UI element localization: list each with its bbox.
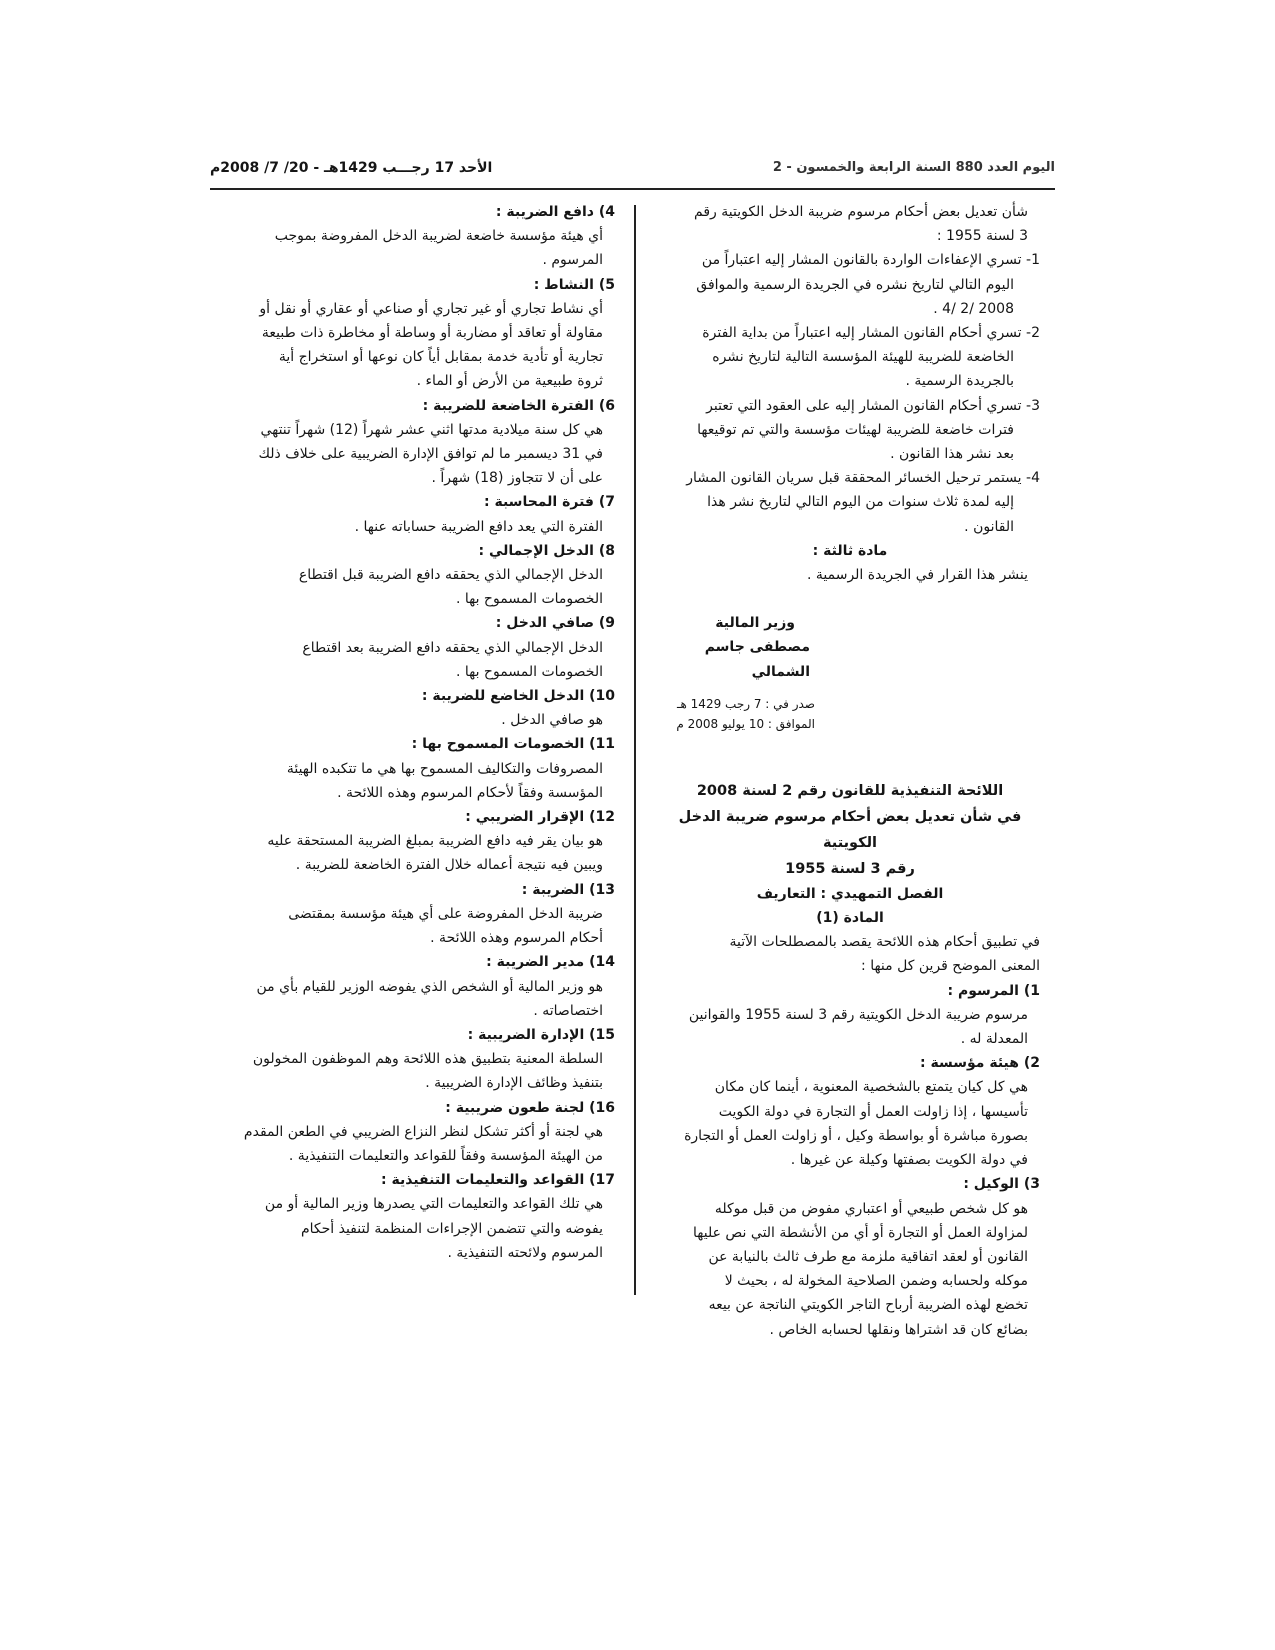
definition-title: 4) دافع الضريبة :: [495, 204, 615, 220]
intro-line: شأن تعديل بعض أحكام مرسوم ضريبة الدخل الكويتية رقم: [694, 204, 1028, 220]
item-line: 2008 /2 /4 .: [933, 300, 1014, 317]
definition-line: الخصومات المسموح بها .: [455, 591, 603, 608]
definition-line: لمزاولة العمل أو التجارة أو أي من الأنشطة التي نص عليها: [693, 1224, 1028, 1241]
item-line: بعد نشر هذا القانون .: [890, 446, 1014, 463]
definition-2: [660, 1051, 1040, 1172]
item-line: اليوم التالي لتاريخ نشره في الجريدة الرسمية والموافق: [696, 276, 1014, 293]
definition-line: هي لجنة أو أكثر تشكل لنظر النزاع الضريبي في الطعن المقدم: [243, 1123, 603, 1140]
definition-title: 5) النشاط :: [533, 276, 615, 293]
definition-line: الدخل الإجمالي الذي يحققه دافع الضريبة قبل اقتطاع: [298, 567, 603, 584]
definition-17: [220, 1168, 615, 1265]
spacer: [660, 684, 1040, 694]
definition-line: السلطة المعنية بتطبيق هذه اللائحة وهم الموظفون المخولون: [252, 1051, 603, 1068]
spacer: [660, 734, 1040, 778]
article-1-line: في تطبيق أحكام هذه اللائحة يقصد بالمصطلحات الآتية: [729, 934, 1040, 951]
article-1-title: المادة (1): [816, 910, 884, 927]
spacer: [660, 587, 1040, 611]
definition-line: الفترة التي يعد دافع الضريبة حساباته عنها .: [354, 518, 603, 535]
definition-line: مقاولة أو تعاقد أو مضاربة أو وساطة أو مخاطرة ذات طبيعة: [261, 325, 603, 342]
definition-title: 6) الفترة الخاضعة للضريبة :: [422, 397, 615, 414]
definition-line: تأسيسها ، إذا زاولت العمل أو التجارة في دولة الكويت: [718, 1103, 1028, 1120]
definition-line: على أن لا تتجاوز (18) شهراً .: [431, 470, 603, 487]
definition-title: 17) القواعد والتعليمات التنفيذية :: [381, 1172, 615, 1189]
definition-line: الخصومات المسموح بها .: [455, 663, 603, 680]
item-line: بالجريدة الرسمية .: [905, 373, 1014, 390]
header-issue-info: اليوم العدد 880 السنة الرابعة والخمسون - 2: [772, 160, 1055, 175]
issued-date: صدر في : 7 رجب 1429 هـ: [677, 696, 815, 711]
definition-line: تخضع لهذه الضريبة أرباح التاجر الكويتي الناتجة عن بيعه: [708, 1297, 1028, 1314]
definition-line: المصروفات والتكاليف المسموح بها هي ما تتكبده الهيئة: [286, 760, 603, 777]
definition-title: 8) الدخل الإجمالي :: [478, 542, 615, 559]
definition-line: في 31 ديسمبر ما لم توافق الإدارة الضريبية على خلاف ذلك: [258, 446, 603, 463]
definition-title: 9) صافي الدخل :: [495, 615, 615, 632]
definition-7: [220, 490, 615, 538]
definition-title: 13) الضريبة :: [521, 881, 615, 898]
definition-line: هي تلك القواعد والتعليمات التي يصدرها وزير المالية أو من: [264, 1196, 603, 1213]
chapter-title: الفصل التمهيدي : التعاريف: [756, 885, 944, 902]
definition-line: أي نشاط تجاري أو غير تجاري أو صناعي أو عقاري أو نقل أو: [259, 300, 603, 317]
definition-title: 12) الإقرار الضريبي :: [465, 809, 615, 826]
item-line: 2- تسري أحكام القانون المشار إليه اعتباراً من بداية الفترة: [702, 325, 1040, 342]
definition-title: 3) الوكيل :: [963, 1176, 1040, 1193]
definition-line: مرسوم ضريبة الدخل الكويتية رقم 3 لسنة 1955 والقوانين: [688, 1006, 1028, 1023]
definition-line: هي كل كيان يتمتع بالشخصية المعنوية ، أينما كان مكان: [714, 1079, 1028, 1096]
definition-line: ضريبة الدخل المفروضة على أي هيئة مؤسسة بمقتضى: [288, 905, 603, 922]
definition-line: بصورة مباشرة أو بواسطة وكيل ، أو زاولت العمل أو التجارة: [684, 1127, 1028, 1144]
item-line: القانون .: [964, 518, 1014, 535]
definition-11: [220, 732, 615, 805]
definition-6: [220, 394, 615, 491]
definition-line: المؤسسة وفقاً لأحكام المرسوم وهذه اللائحة .: [337, 784, 603, 801]
definition-line: المعدلة له .: [960, 1031, 1028, 1048]
item-2: [660, 321, 1040, 394]
item-line: فترات خاضعة للضريبة لهيئات مؤسسة والتي تم توقيعها: [697, 421, 1014, 438]
definition-9: [220, 611, 615, 684]
definition-title: 11) الخصومات المسموح بها :: [411, 736, 615, 753]
definition-line: في دولة الكويت بصفتها وكيلة عن غيرها .: [790, 1152, 1028, 1169]
intro-line: 3 لسنة 1955 :: [936, 228, 1028, 245]
corresponding-date: الموافق : 10 يوليو 2008 م: [676, 716, 815, 731]
definition-13: [220, 878, 615, 951]
item-line: الخاضعة للضريبة للهيئة المؤسسة التالية لتاريخ نشره: [712, 349, 1014, 366]
definition-line: المرسوم .: [542, 252, 603, 269]
definition-title: 10) الدخل الخاضع للضريبة :: [421, 688, 615, 705]
definition-title: 15) الإدارة الضريبية :: [467, 1026, 615, 1043]
item-line: إليه لمدة ثلاث سنوات من اليوم التالي لتاريخ نشر هذا: [707, 494, 1014, 511]
definition-15: [220, 1023, 615, 1096]
definition-10: [220, 684, 615, 732]
header-date: الأحد 17 رجـــب 1429هـ - 20/ 7/ 2008م: [210, 160, 493, 176]
definition-line: هو صافي الدخل .: [501, 712, 603, 729]
definition-8: [220, 539, 615, 612]
intro-text: [660, 200, 1040, 248]
definition-16: [220, 1096, 615, 1169]
minister-title: وزير المالية: [715, 615, 795, 632]
definition-line: بضائع كان قد اشتراها ونقلها لحسابه الخاص .: [769, 1321, 1028, 1338]
issue-meta: [660, 694, 1040, 734]
definition-title: 7) فترة المحاسبة :: [484, 494, 615, 511]
definition-5: [220, 273, 615, 394]
definition-4: [220, 200, 615, 273]
minister-name: مصطفى جاسم الشمالي: [704, 639, 810, 680]
item-line: 1- تسري الإعفاءات الواردة بالقانون المشار إليه اعتباراً من: [701, 252, 1040, 269]
article-3-text: ينشر هذا القرار في الجريدة الرسمية .: [806, 567, 1028, 584]
definition-line: أحكام المرسوم وهذه اللائحة .: [430, 930, 603, 947]
regulation-title-line: اللائحة التنفيذية للقانون رقم 2 لسنة 2008: [696, 782, 1004, 799]
item-3: [660, 394, 1040, 467]
article-3-title: مادة ثالثة :: [812, 542, 888, 559]
item-1: [660, 248, 1040, 321]
definition-line: هي كل سنة ميلادية مدتها اثني عشر شهراً (12) شهراً تنتهي: [260, 421, 603, 438]
definition-line: موكله ولحسابه وضمن الصلاحية المخولة له ، بحيث لا: [724, 1273, 1028, 1290]
item-line: 4- يستمر ترحيل الخسائر المحققة قبل سريان القانون المشار: [686, 470, 1040, 487]
definition-line: هو بيان يقر فيه دافع الضريبة بمبلغ الضريبة المستحقة عليه: [267, 833, 603, 850]
definition-title: 1) المرسوم :: [947, 982, 1040, 999]
definition-1: [660, 979, 1040, 1052]
definition-line: هو وزير المالية أو الشخص الذي يفوضه الوزير للقيام بأي من: [256, 978, 603, 995]
definition-12: [220, 805, 615, 878]
definition-3: [660, 1172, 1040, 1341]
definition-line: بتنفيذ وظائف الإدارة الضريبية .: [425, 1075, 603, 1092]
regulation-title-line: رقم 3 لسنة 1955: [785, 860, 915, 877]
definition-line: المرسوم ولائحته التنفيذية .: [447, 1244, 603, 1261]
definition-line: تجارية أو تأدية خدمة بمقابل أياً كان نوعها أو استخراج أية: [278, 349, 603, 366]
item-4: [660, 466, 1040, 539]
right-column: [660, 200, 1040, 1342]
definition-line: من الهيئة المؤسسة وفقاً للقواعد والتعليمات التنفيذية .: [288, 1147, 603, 1164]
definition-title: 16) لجنة طعون ضريبية :: [445, 1099, 615, 1116]
definition-line: أي هيئة مؤسسة خاضعة لضريبة الدخل المفروضة بموجب: [274, 228, 603, 245]
page-header: [210, 158, 1055, 190]
definition-title: 14) مدير الضريبة :: [486, 954, 615, 971]
definition-line: القانون أو لعقد اتفاقية ملزمة مع طرف ثالث بالنيابة عن: [708, 1248, 1028, 1265]
item-line: 3- تسري أحكام القانون المشار إليه على العقود التي تعتبر: [706, 397, 1040, 414]
definition-line: يفوضه والتي تتضمن الإجراءات المنظمة لتنفيذ أحكام: [300, 1220, 603, 1237]
article-1-intro: [660, 930, 1040, 978]
definition-line: اختصاصاته .: [533, 1002, 603, 1019]
regulation-title-line: في شأن تعديل بعض أحكام مرسوم ضريبة الدخل الكويتية: [678, 808, 1022, 851]
definition-line: الدخل الإجمالي الذي يحققه دافع الضريبة بعد اقتطاع: [302, 639, 603, 656]
article-1-line: المعنى الموضح قرين كل منها :: [861, 958, 1040, 975]
definition-line: ويبين فيه نتيجة أعماله خلال الفترة الخاضعة للضريبة .: [295, 857, 603, 874]
definition-line: ثروة طبيعية من الأرض أو الماء .: [416, 373, 603, 390]
definition-14: [220, 950, 615, 1023]
definition-title: 2) هيئة مؤسسة :: [920, 1055, 1040, 1072]
regulation-title: [660, 778, 1040, 882]
left-column: [220, 200, 615, 1265]
column-divider: [634, 205, 636, 1295]
definition-line: هو كل شخص طبيعي أو اعتباري مفوض من قبل موكله: [714, 1200, 1028, 1217]
